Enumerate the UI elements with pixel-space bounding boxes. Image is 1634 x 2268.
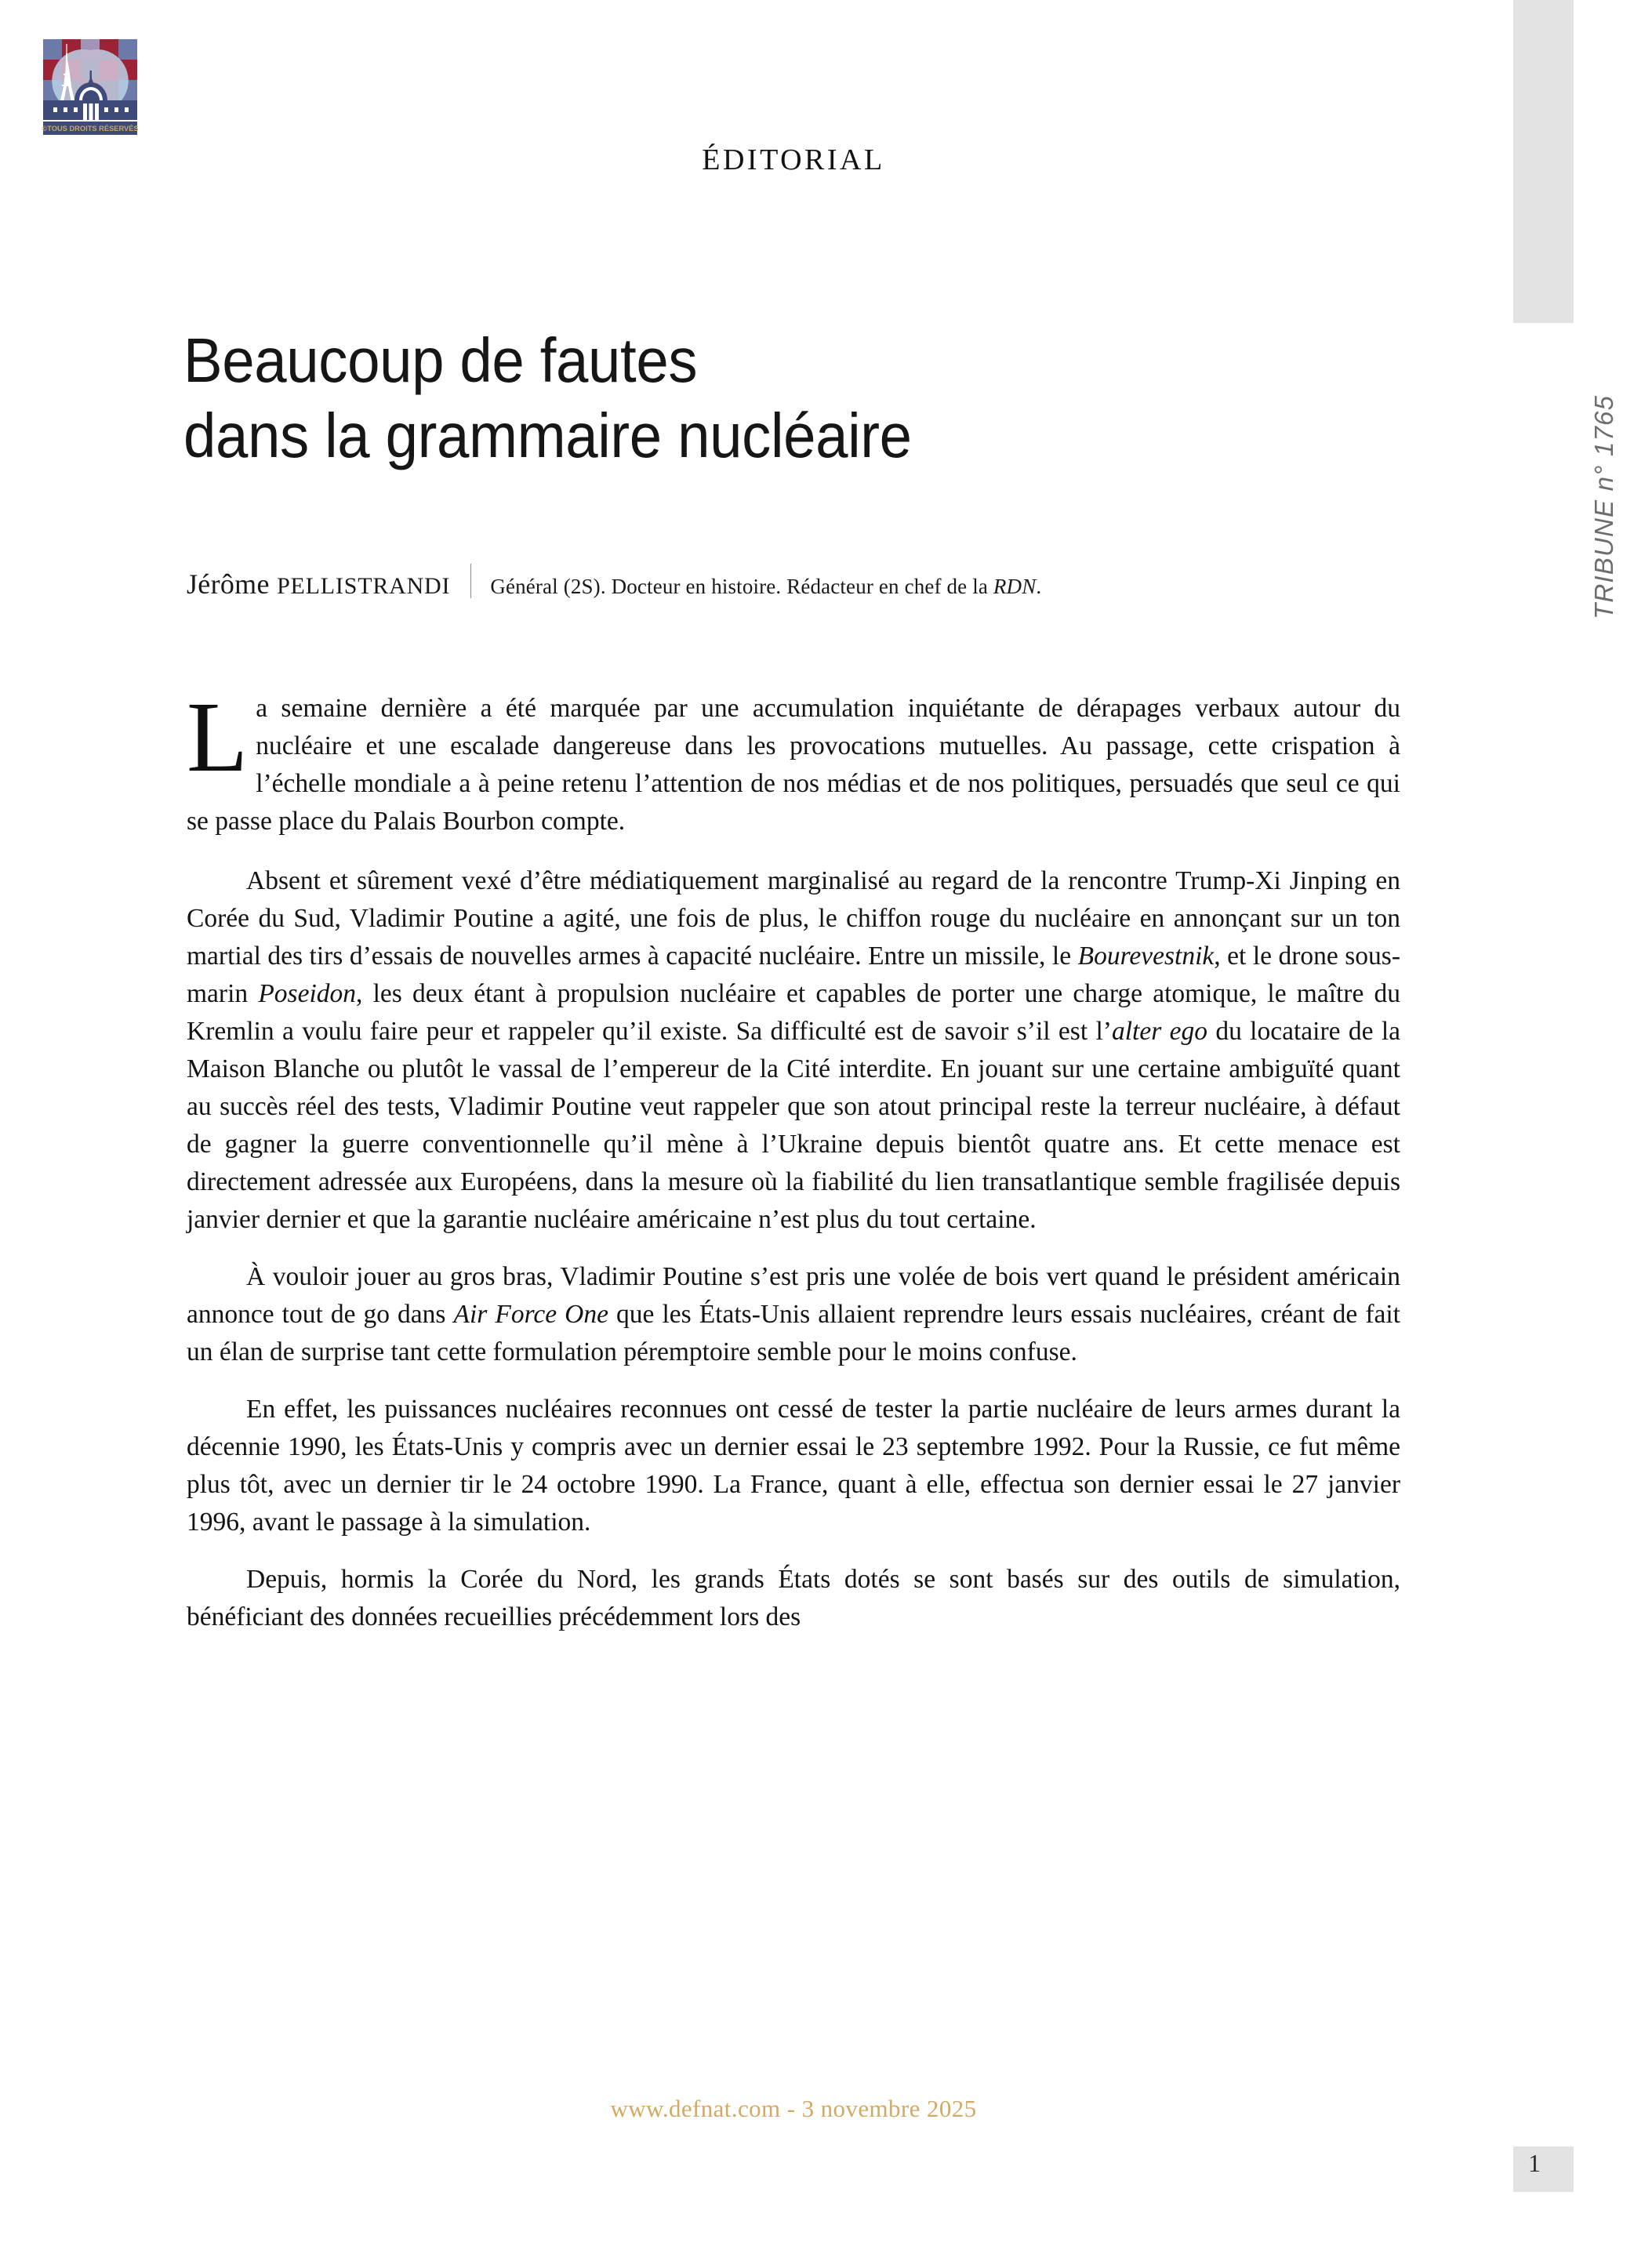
paragraph-3-part-2: que les États-Unis allaient reprendre leurs essais nucléaires, créant de fait un élan de surprise tant cette formulation péremptoire semble pour le moins confuse. bbox=[187, 1300, 1400, 1366]
byline-role-period: . bbox=[1036, 575, 1042, 598]
rdn-logo bbox=[43, 39, 137, 137]
article-title bbox=[183, 323, 1321, 474]
tribune-side-tab-label: TRIBUNE n° 1765 bbox=[1589, 394, 1618, 619]
drop-cap: L bbox=[187, 681, 249, 793]
byline-author bbox=[187, 568, 450, 601]
article-title-line-1: Beaucoup de fautes bbox=[183, 325, 698, 395]
paragraph-2-italic-alter-ego: alter ego bbox=[1111, 1017, 1207, 1046]
byline-role bbox=[490, 575, 1041, 599]
paragraph-2-part-1: Absent et sûrement vexé d’être médiatiquement marginalisé au regard de la rencontre Trump-Xi Jinping en Corée du Sud, Vladimir Poutine a agité, une fois de plus, le chiffon rouge du nucléaire en annonçant sur un ton martial des tirs d’essais de nouvelles armes à capacité nucléaire. Entre un missile, le bbox=[187, 866, 1400, 971]
byline-separator-rule bbox=[470, 564, 471, 598]
section-kicker: ÉDITORIAL bbox=[702, 143, 885, 176]
byline-author-lastname: PELLISTRANDI bbox=[277, 573, 451, 599]
byline-author-firstname: Jérôme bbox=[187, 568, 278, 600]
paragraph-3-part-1: À vouloir jouer au gros bras, Vladimir Poutine s’est pris une volée de bois vert quand le président américain annonce tout de go dans bbox=[187, 1262, 1400, 1329]
page-footer: www.defnat.com - 3 novembre 2025 bbox=[610, 2095, 977, 2122]
paragraph-3-italic-air-force-one: Air Force One bbox=[453, 1300, 608, 1329]
paragraph-1-text: a semaine dernière a été marquée par une accumulation inquiétante de dérapages verbaux autour du nucléaire et une escalade dangereuse dans les provocations mutuelles. Au passage, cette crispation à l’échelle mondiale a à peine retenu l’attention de nos médias et de nos politiques, persuadés que seul ce qui se passe place du Palais Bourbon compte. bbox=[187, 694, 1400, 836]
paragraph-4 bbox=[187, 1391, 1400, 1541]
copyright-band-text: ©TOUS DROITS RÉSERVÉS bbox=[42, 125, 139, 132]
tribune-side-tab bbox=[1513, 0, 1618, 619]
paragraph-1 bbox=[187, 681, 1400, 840]
page-number-box bbox=[1513, 2146, 1574, 2192]
paragraph-5-text: Depuis, hormis la Corée du Nord, les grands États dotés se sont basés sur des outils de simulation, bénéficiant des données recueillies précédemment lors des bbox=[187, 1565, 1400, 1631]
paragraph-2-part-4: du locataire de la Maison Blanche ou plutôt le vassal de l’empereur de la Cité interdite. En jouant sur une certaine ambiguïté quant au succès réel des tests, Vladimir Poutine veut rappeler que son atout principal reste la terreur nucléaire, à défaut de gagner la guerre conventionnelle qu’il mène à l’Ukraine depuis bientôt quatre ans. Et cette menace est directement adressée aux Européens, dans la mesure où la fiabilité du lien transatlantique semble fragilisée depuis janvier dernier et que la garantie nucléaire américaine n’est plus du tout certaine. bbox=[187, 1017, 1400, 1234]
byline-role-text: Général (2S). Docteur en histoire. Rédacteur en chef de la bbox=[490, 575, 993, 598]
page-number: 1 bbox=[1528, 2149, 1541, 2177]
paragraph-4-text: En effet, les puissances nucléaires reconnues ont cessé de tester la partie nucléaire de leurs armes durant la décennie 1990, les États-Unis y compris avec un dernier essai le 23 septembre 1992. Pour la Russie, ce fut même plus tôt, avec un dernier tir le 24 octobre 1990. La France, quant à elle, effectua son dernier essai le 27 janvier 1996, avant le passage à la simulation. bbox=[187, 1395, 1400, 1537]
paris-skyline-logo-icon bbox=[43, 39, 137, 137]
article-body bbox=[187, 681, 1401, 1656]
paragraph-5 bbox=[187, 1561, 1400, 1636]
paragraph-2-part-3: , les deux étant à propulsion nucléaire et capables de porter une charge atomique, le maître du Kremlin a voulu faire peur et rappeler qu’il existe. Sa difficulté est de savoir s’il est l’ bbox=[187, 979, 1401, 1046]
byline bbox=[187, 559, 1400, 601]
paragraph-2-italic-bourevestnik: Bourevestnik bbox=[1077, 942, 1215, 971]
paragraph-3 bbox=[187, 1258, 1400, 1371]
article-title-line-2: dans la grammaire nucléaire bbox=[183, 400, 912, 470]
paragraph-2-part-2: , et le drone sous-marin bbox=[187, 942, 1400, 1008]
paragraph-2-italic-poseidon: Poseidon bbox=[258, 979, 357, 1008]
paragraph-2 bbox=[187, 862, 1400, 1239]
byline-role-journal: RDN bbox=[993, 575, 1037, 598]
